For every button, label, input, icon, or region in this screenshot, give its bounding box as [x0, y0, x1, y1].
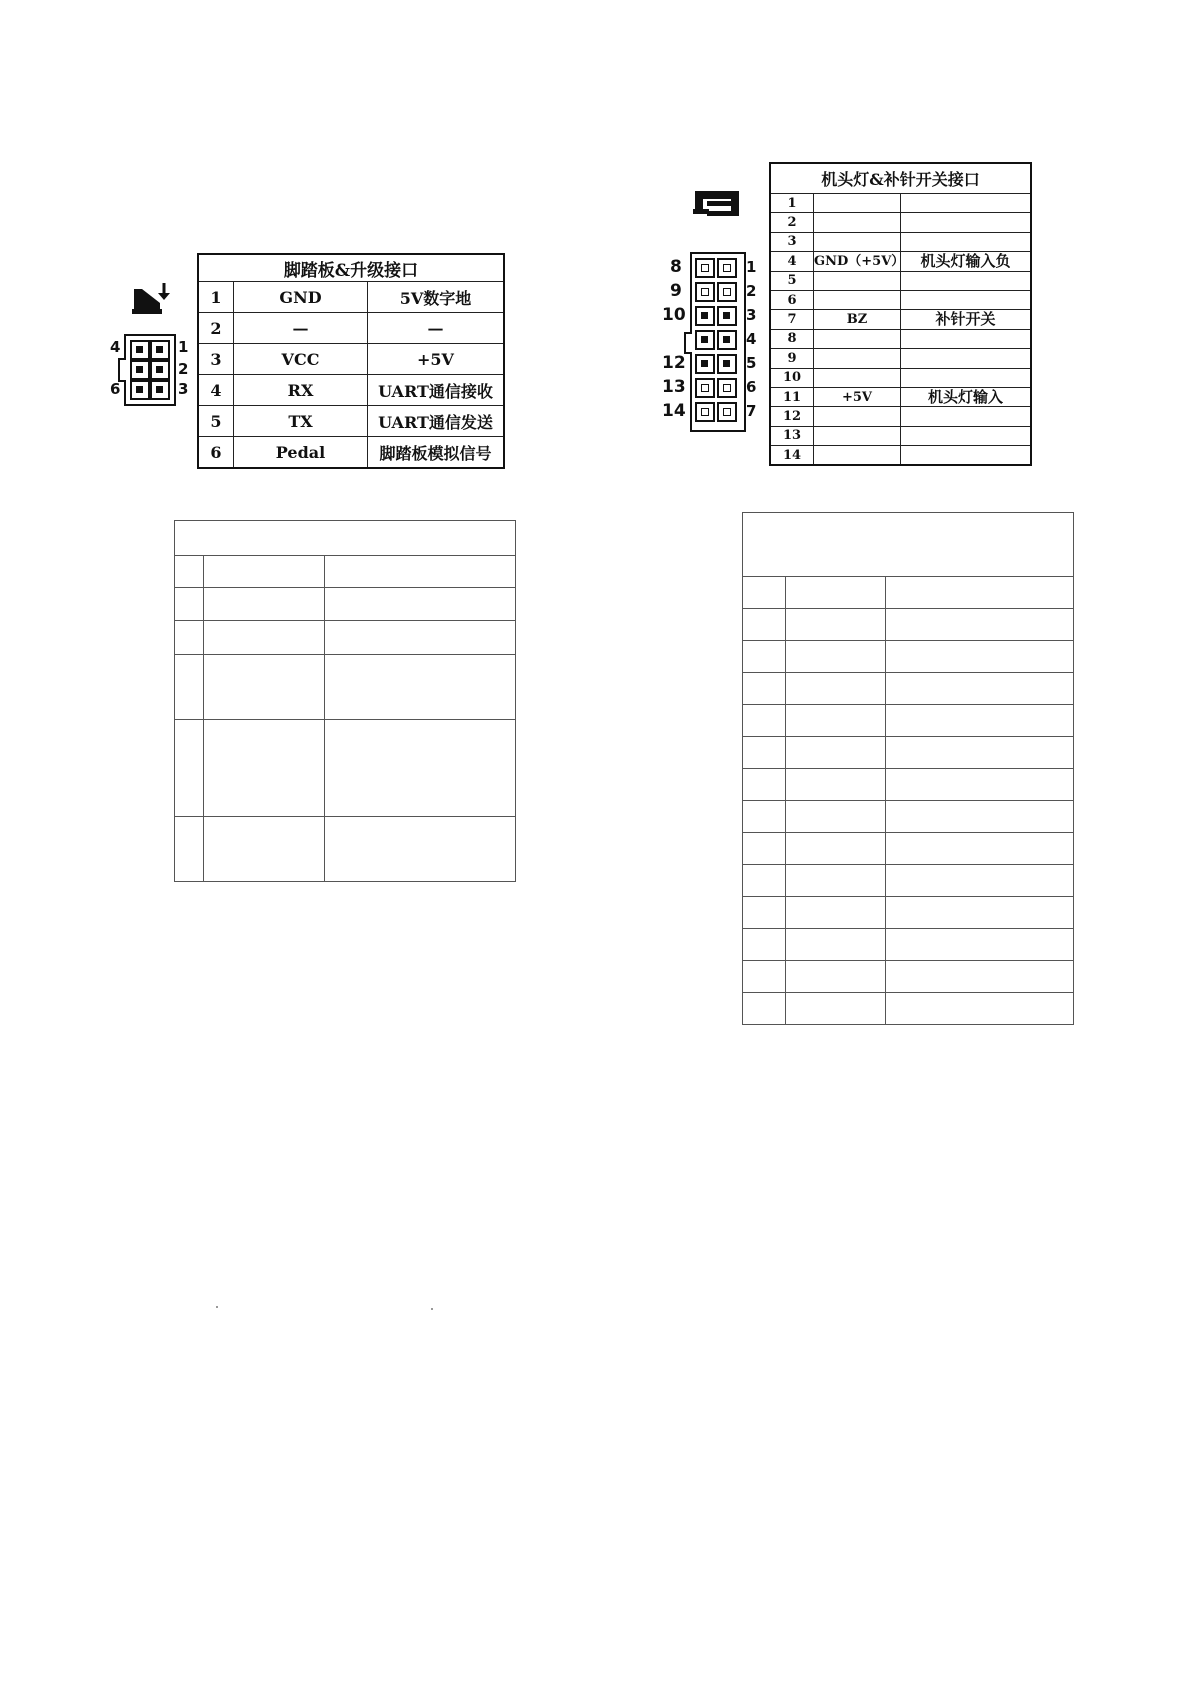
signal-description: — [368, 313, 505, 344]
empty-header-cell [743, 513, 1074, 577]
empty-table-right [742, 512, 1074, 1025]
empty-header-cell [175, 521, 516, 556]
signal-description: UART通信发送 [368, 406, 505, 437]
pin-label-2: 2 [178, 360, 189, 378]
table-row [175, 588, 516, 621]
signal-name: TX [234, 406, 368, 437]
table-row [175, 720, 516, 817]
table-row [743, 961, 1074, 993]
table-row [743, 705, 1074, 737]
pin-label-6: 6 [110, 380, 121, 398]
pin-number: 9 [770, 349, 814, 368]
pin-number: 3 [198, 344, 234, 375]
signal-name: GND [234, 282, 368, 313]
signal-description: UART通信接收 [368, 375, 505, 406]
pin-label-6: 6 [746, 378, 757, 396]
pedal-connector-diagram [110, 334, 190, 406]
table-row [743, 577, 1074, 609]
head-pin-table [769, 162, 1032, 466]
pin-label-1: 1 [178, 338, 189, 356]
pin-number: 1 [770, 194, 814, 213]
signal-description [901, 232, 1032, 251]
pin-number: 11 [770, 387, 814, 406]
signal-name [814, 368, 901, 387]
signal-description: 补针开关 [901, 310, 1032, 329]
table-row [770, 407, 1031, 426]
pin-number: 4 [770, 252, 814, 271]
signal-name [814, 446, 901, 466]
table-row [175, 621, 516, 655]
signal-name [814, 271, 901, 290]
signal-description: 机头灯输入负 [901, 252, 1032, 271]
signal-name [814, 407, 901, 426]
table-row [770, 232, 1031, 251]
pin-label-1: 1 [746, 258, 757, 276]
signal-description [901, 329, 1032, 348]
signal-description: 5V数字地 [368, 282, 505, 313]
pin-label-4: 4 [110, 338, 121, 356]
signal-name [814, 290, 901, 309]
signal-name: Pedal [234, 437, 368, 469]
table-row [770, 329, 1031, 348]
signal-name [814, 194, 901, 213]
table-row [743, 993, 1074, 1025]
signal-name [814, 426, 901, 445]
table-row [175, 817, 516, 882]
pedal-table-title: 脚踏板&升级接口 [198, 254, 504, 282]
pin-number: 2 [770, 213, 814, 232]
signal-name: — [234, 313, 368, 344]
signal-description [901, 426, 1032, 445]
table-row [743, 801, 1074, 833]
table-row [770, 213, 1031, 232]
pin-label-13: 13 [662, 377, 686, 397]
signal-name [814, 213, 901, 232]
pin-number: 14 [770, 446, 814, 466]
signal-description: 机头灯输入 [901, 387, 1032, 406]
pin-label-14: 14 [662, 401, 686, 421]
table-row [198, 406, 504, 437]
signal-name: +5V [814, 387, 901, 406]
signal-name [814, 349, 901, 368]
table-row [770, 271, 1031, 290]
signal-description [901, 349, 1032, 368]
table-row [770, 290, 1031, 309]
table-row [743, 833, 1074, 865]
table-row [198, 375, 504, 406]
signal-description [901, 194, 1032, 213]
pin-label-3: 3 [178, 380, 189, 398]
pin-number: 4 [198, 375, 234, 406]
signal-description [901, 446, 1032, 466]
pin-number: 2 [198, 313, 234, 344]
signal-name [814, 232, 901, 251]
pin-number: 5 [198, 406, 234, 437]
pin-number: 12 [770, 407, 814, 426]
table-row [198, 344, 504, 375]
table-row [743, 737, 1074, 769]
signal-description [901, 290, 1032, 309]
pin-number: 5 [770, 271, 814, 290]
table-row [198, 313, 504, 344]
signal-description [901, 407, 1032, 426]
table-row [770, 387, 1031, 406]
pin-label-7: 7 [746, 402, 757, 420]
pin-label-2: 2 [746, 282, 757, 300]
table-row [175, 655, 516, 720]
signal-name [814, 329, 901, 348]
signal-description [901, 213, 1032, 232]
table-row [770, 349, 1031, 368]
pin-number: 6 [770, 290, 814, 309]
pin-label-8: 8 [670, 257, 682, 277]
table-row [743, 673, 1074, 705]
table-row [743, 609, 1074, 641]
table-row [743, 865, 1074, 897]
pin-number: 7 [770, 310, 814, 329]
head-table-title: 机头灯&补针开关接口 [770, 163, 1031, 194]
pin-label-4: 4 [746, 330, 757, 348]
table-row [770, 368, 1031, 387]
signal-name: BZ [814, 310, 901, 329]
pin-number: 8 [770, 329, 814, 348]
table-row [198, 282, 504, 313]
pin-number: 6 [198, 437, 234, 469]
pin-number: 10 [770, 368, 814, 387]
signal-description: +5V [368, 344, 505, 375]
table-row [770, 310, 1031, 329]
pin-number: 3 [770, 232, 814, 251]
table-row [770, 446, 1031, 466]
pin-number: 1 [198, 282, 234, 313]
table-row [770, 252, 1031, 271]
table-row [743, 641, 1074, 673]
pin-label-10: 10 [662, 305, 686, 325]
foot-pedal-icon [130, 283, 172, 315]
table-row [743, 897, 1074, 929]
signal-description: 脚踏板模拟信号 [368, 437, 505, 469]
table-row [743, 769, 1074, 801]
table-row [770, 194, 1031, 213]
pin-label-9: 9 [670, 281, 682, 301]
sewing-machine-head-icon [693, 189, 741, 217]
signal-name: RX [234, 375, 368, 406]
head-connector-diagram [660, 252, 764, 432]
pin-number: 13 [770, 426, 814, 445]
pin-label-3: 3 [746, 306, 757, 324]
table-row [198, 437, 504, 469]
signal-description [901, 271, 1032, 290]
pedal-pin-table [197, 253, 505, 469]
signal-name: GND（+5V） [814, 252, 901, 271]
table-row [175, 556, 516, 588]
table-row [770, 426, 1031, 445]
signal-description [901, 368, 1032, 387]
pin-label-12: 12 [662, 353, 686, 373]
table-row [743, 929, 1074, 961]
empty-table-left [174, 520, 516, 882]
pin-label-5: 5 [746, 354, 757, 372]
signal-name: VCC [234, 344, 368, 375]
